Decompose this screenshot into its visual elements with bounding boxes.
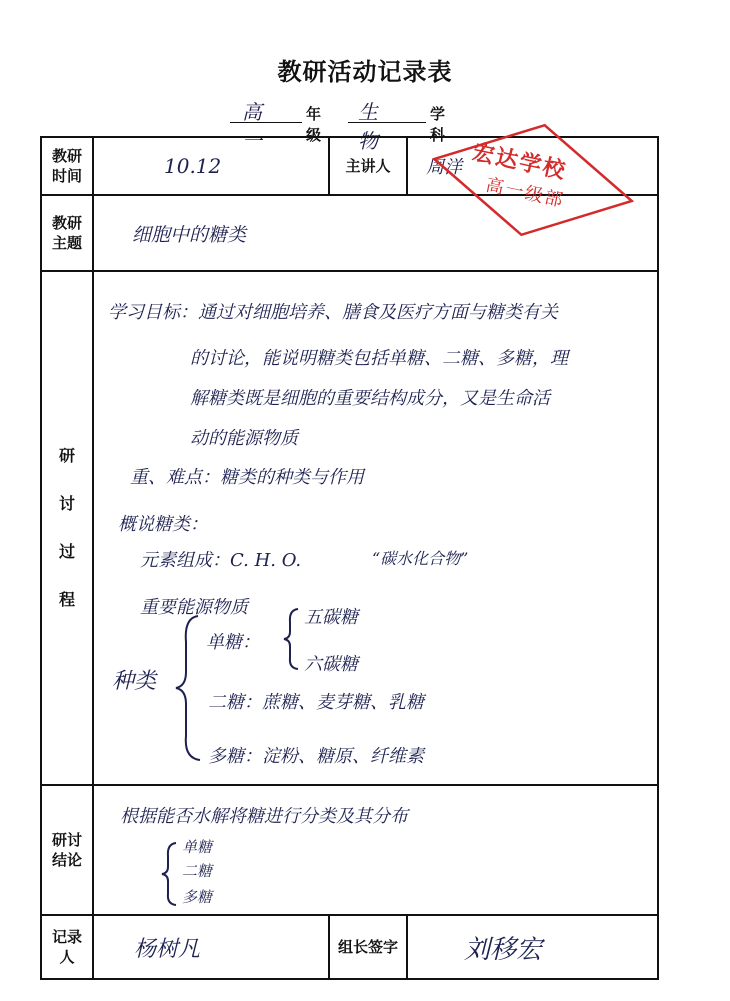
- energy-line: 重要能源物质: [140, 597, 248, 618]
- conclusion-item-3: 多糖: [182, 888, 213, 906]
- poly-line: 多糖：淀粉、糖原、纤维素: [208, 746, 424, 767]
- leader-sign-label: 组长签字: [337, 938, 398, 956]
- time-value-cell: [93, 137, 329, 195]
- goal-line-4: 动的能源物质: [190, 428, 298, 449]
- key-points: 重、难点：糖类的种类与作用: [130, 467, 364, 488]
- topic-label: 教研 主题: [51, 214, 82, 252]
- leader-sign-value-cell: [407, 915, 658, 979]
- process-label-4: 程: [58, 590, 75, 609]
- speaker-value: 周洋: [426, 157, 462, 178]
- mono-sub-2: 六碳糖: [304, 654, 358, 675]
- recorder-value-cell: [93, 915, 329, 979]
- elements-note: “碳水化合物”: [372, 549, 469, 568]
- time-value: 10.12: [164, 154, 222, 178]
- subject-value: 生物: [358, 100, 378, 153]
- conclusion-item-1: 单糖: [182, 838, 213, 856]
- recorder-label-cell: [41, 915, 93, 979]
- recorder-value: 杨树凡: [134, 936, 201, 962]
- form-title: 教研活动记录表: [277, 58, 453, 86]
- elements-line: 元素组成：C. H. O.: [140, 550, 302, 571]
- subject-label: 学科: [430, 105, 446, 144]
- goal-line-3: 解糖类既是细胞的重要结构成分，又是生命活: [190, 388, 550, 409]
- di-line: 二糖：蔗糖、麦芽糖、乳糖: [208, 692, 424, 713]
- leader-signature: 刘移宏: [464, 934, 543, 965]
- process-label-cell: [41, 271, 93, 785]
- mono-sub-1: 五碳糖: [304, 607, 358, 628]
- conclusion-label-cell: [41, 785, 93, 915]
- conclusion-brace: [158, 840, 182, 908]
- topic-value: 细胞中的糖类: [132, 223, 247, 246]
- grade-value: 高一: [242, 100, 262, 153]
- speaker-label: 主讲人: [345, 157, 391, 175]
- types-label: 种类: [112, 669, 157, 694]
- mono-label: 单糖：: [206, 632, 260, 653]
- stamp-line-1: 宏达学校: [469, 140, 569, 185]
- stamp-line-2: 高一级部: [483, 174, 567, 212]
- goal-line-1: 学习目标：通过对细胞培养、膳食及医疗方面与糖类有关: [108, 302, 558, 323]
- types-brace: [170, 612, 210, 762]
- goal-line-2: 的讨论，能说明糖类包括单糖、二糖、多糖，理: [190, 348, 568, 369]
- time-label: 教研 时间: [51, 147, 82, 185]
- conclusion-main: 根据能否水解将糖进行分类及其分布: [120, 806, 408, 827]
- grade-label: 年级: [306, 105, 322, 144]
- leader-sign-label-cell: [329, 915, 407, 979]
- mono-brace: [280, 606, 304, 672]
- topic-label-cell: [41, 195, 93, 271]
- recorder-label: 记录 人: [51, 928, 82, 966]
- process-label-2: 讨: [58, 494, 75, 513]
- speaker-label-cell: [329, 137, 407, 195]
- process-label-3: 过: [58, 542, 75, 561]
- process-label-1: 研: [58, 446, 75, 465]
- record-table: [40, 136, 659, 980]
- overview-heading: 概说糖类：: [118, 514, 208, 535]
- conclusion-label: 研讨 结论: [51, 831, 82, 869]
- conclusion-item-2: 二糖: [182, 862, 213, 880]
- time-label-cell: [41, 137, 93, 195]
